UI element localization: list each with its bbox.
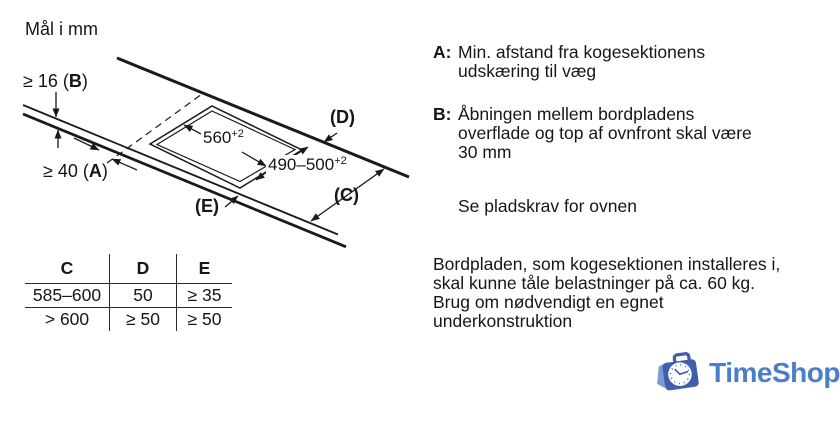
dim-b-label: ≥ 16 (B) <box>23 71 88 91</box>
ref-d-label: (D) <box>330 107 355 127</box>
table-cell: ≥ 35 <box>177 284 232 308</box>
note-b-text: Åbningen mellem bordpladens overflade og top af ovnfront skal være 30 mm <box>458 104 752 162</box>
table-cell: 585–600 <box>25 284 110 308</box>
hidden-wall-dashed-line <box>107 94 202 163</box>
note-b-key: B: <box>433 104 452 124</box>
diagram-title: Mål i mm <box>25 19 98 39</box>
dim-490-label: $490-500^{+2}$ <box>268 155 347 174</box>
ref-c-label: (C) <box>334 185 359 205</box>
ref-d-arrow <box>324 133 337 142</box>
dim-560-label: $560^{+2}$ <box>203 128 244 147</box>
table-header-c: C <box>25 254 110 284</box>
timeshop-logo-text: TimeShop <box>709 357 840 388</box>
timeshop-bag-clock-icon <box>654 341 707 405</box>
table-cell: 50 <box>110 284 177 308</box>
table-header-e: E <box>177 254 232 284</box>
timeshop-logo[interactable] <box>654 340 840 406</box>
dimension-table <box>25 254 232 331</box>
oven-space-note: Se pladskrav for ovnen <box>458 196 637 216</box>
table-cell: > 600 <box>25 308 110 331</box>
note-b <box>433 105 752 162</box>
worktop-back-edge-line <box>117 58 409 177</box>
table-cell: ≥ 50 <box>187 309 222 329</box>
table-cell: ≥ 50 <box>110 308 177 331</box>
load-capacity-note: Bordpladen, som kogesektionen installeres i, skal kunne tåle belastninger på ca. 60 kg. Brug om nødvendigt en egnet underkonstruktion <box>433 254 781 331</box>
installation-diagram <box>0 0 430 250</box>
note-a-key: A: <box>433 42 452 62</box>
dim-560-arrow-right <box>242 152 266 166</box>
table-header-d: D <box>110 254 177 284</box>
ref-e-label: (E) <box>195 196 219 216</box>
note-a-text: Min. afstand fra kogesektionens udskæring til væg <box>458 42 706 81</box>
note-a <box>433 43 705 81</box>
dim-a-label: ≥ 40 (A) <box>43 161 108 181</box>
